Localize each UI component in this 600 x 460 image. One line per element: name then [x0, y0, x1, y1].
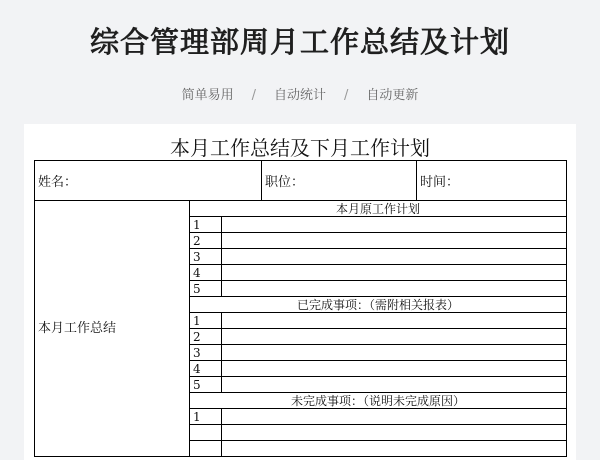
row-content-cell[interactable] — [222, 281, 567, 297]
time-field[interactable]: 时间： — [417, 161, 567, 201]
tag-auto-stats: 自动统计 — [273, 88, 326, 103]
row-number: 5 — [190, 377, 222, 393]
row-content-cell[interactable] — [222, 425, 567, 441]
tag-separator: / — [344, 88, 349, 103]
tag-separator: / — [251, 88, 256, 103]
row-content-cell[interactable] — [222, 377, 567, 393]
row-content-cell[interactable] — [222, 409, 567, 425]
page-title: 综合管理部周月工作总结及计划 — [89, 25, 510, 59]
section-header-incomplete: 未完成事项：（说明未完成原因） — [190, 393, 567, 409]
spreadsheet-preview — [24, 124, 576, 460]
row-content-cell[interactable] — [222, 217, 567, 233]
row-content-cell[interactable] — [222, 361, 567, 377]
row-number: 5 — [190, 281, 222, 297]
row-content-cell[interactable] — [222, 233, 567, 249]
row-content-cell[interactable] — [222, 329, 567, 345]
document-title: 本月工作总结及下月工作计划 — [170, 136, 430, 160]
row-number — [190, 441, 222, 457]
row-number: 4 — [190, 361, 222, 377]
row-content-cell[interactable] — [222, 265, 567, 281]
row-number: 1 — [190, 313, 222, 329]
info-row — [35, 161, 567, 201]
row-number: 2 — [190, 329, 222, 345]
row-number: 3 — [190, 345, 222, 361]
feature-tags — [0, 84, 600, 103]
row-number: 4 — [190, 265, 222, 281]
row-content-cell[interactable] — [222, 441, 567, 457]
section-header-original-plan: 本月原工作计划 — [190, 201, 567, 217]
summary-label: 本月工作总结 — [35, 201, 190, 457]
row-number — [190, 425, 222, 441]
row-content-cell[interactable] — [222, 249, 567, 265]
tag-easy: 简单易用 — [181, 88, 234, 103]
tag-auto-update: 自动更新 — [366, 88, 419, 103]
summary-form-table — [34, 160, 567, 457]
row-number: 3 — [190, 249, 222, 265]
row-number: 1 — [190, 217, 222, 233]
position-field[interactable]: 职位： — [262, 161, 417, 201]
row-number: 1 — [190, 409, 222, 425]
row-content-cell[interactable] — [222, 345, 567, 361]
name-field[interactable]: 姓名： — [35, 161, 262, 201]
row-number: 2 — [190, 233, 222, 249]
row-content-cell[interactable] — [222, 313, 567, 329]
section-header-completed: 已完成事项：（需附相关报表） — [190, 297, 567, 313]
